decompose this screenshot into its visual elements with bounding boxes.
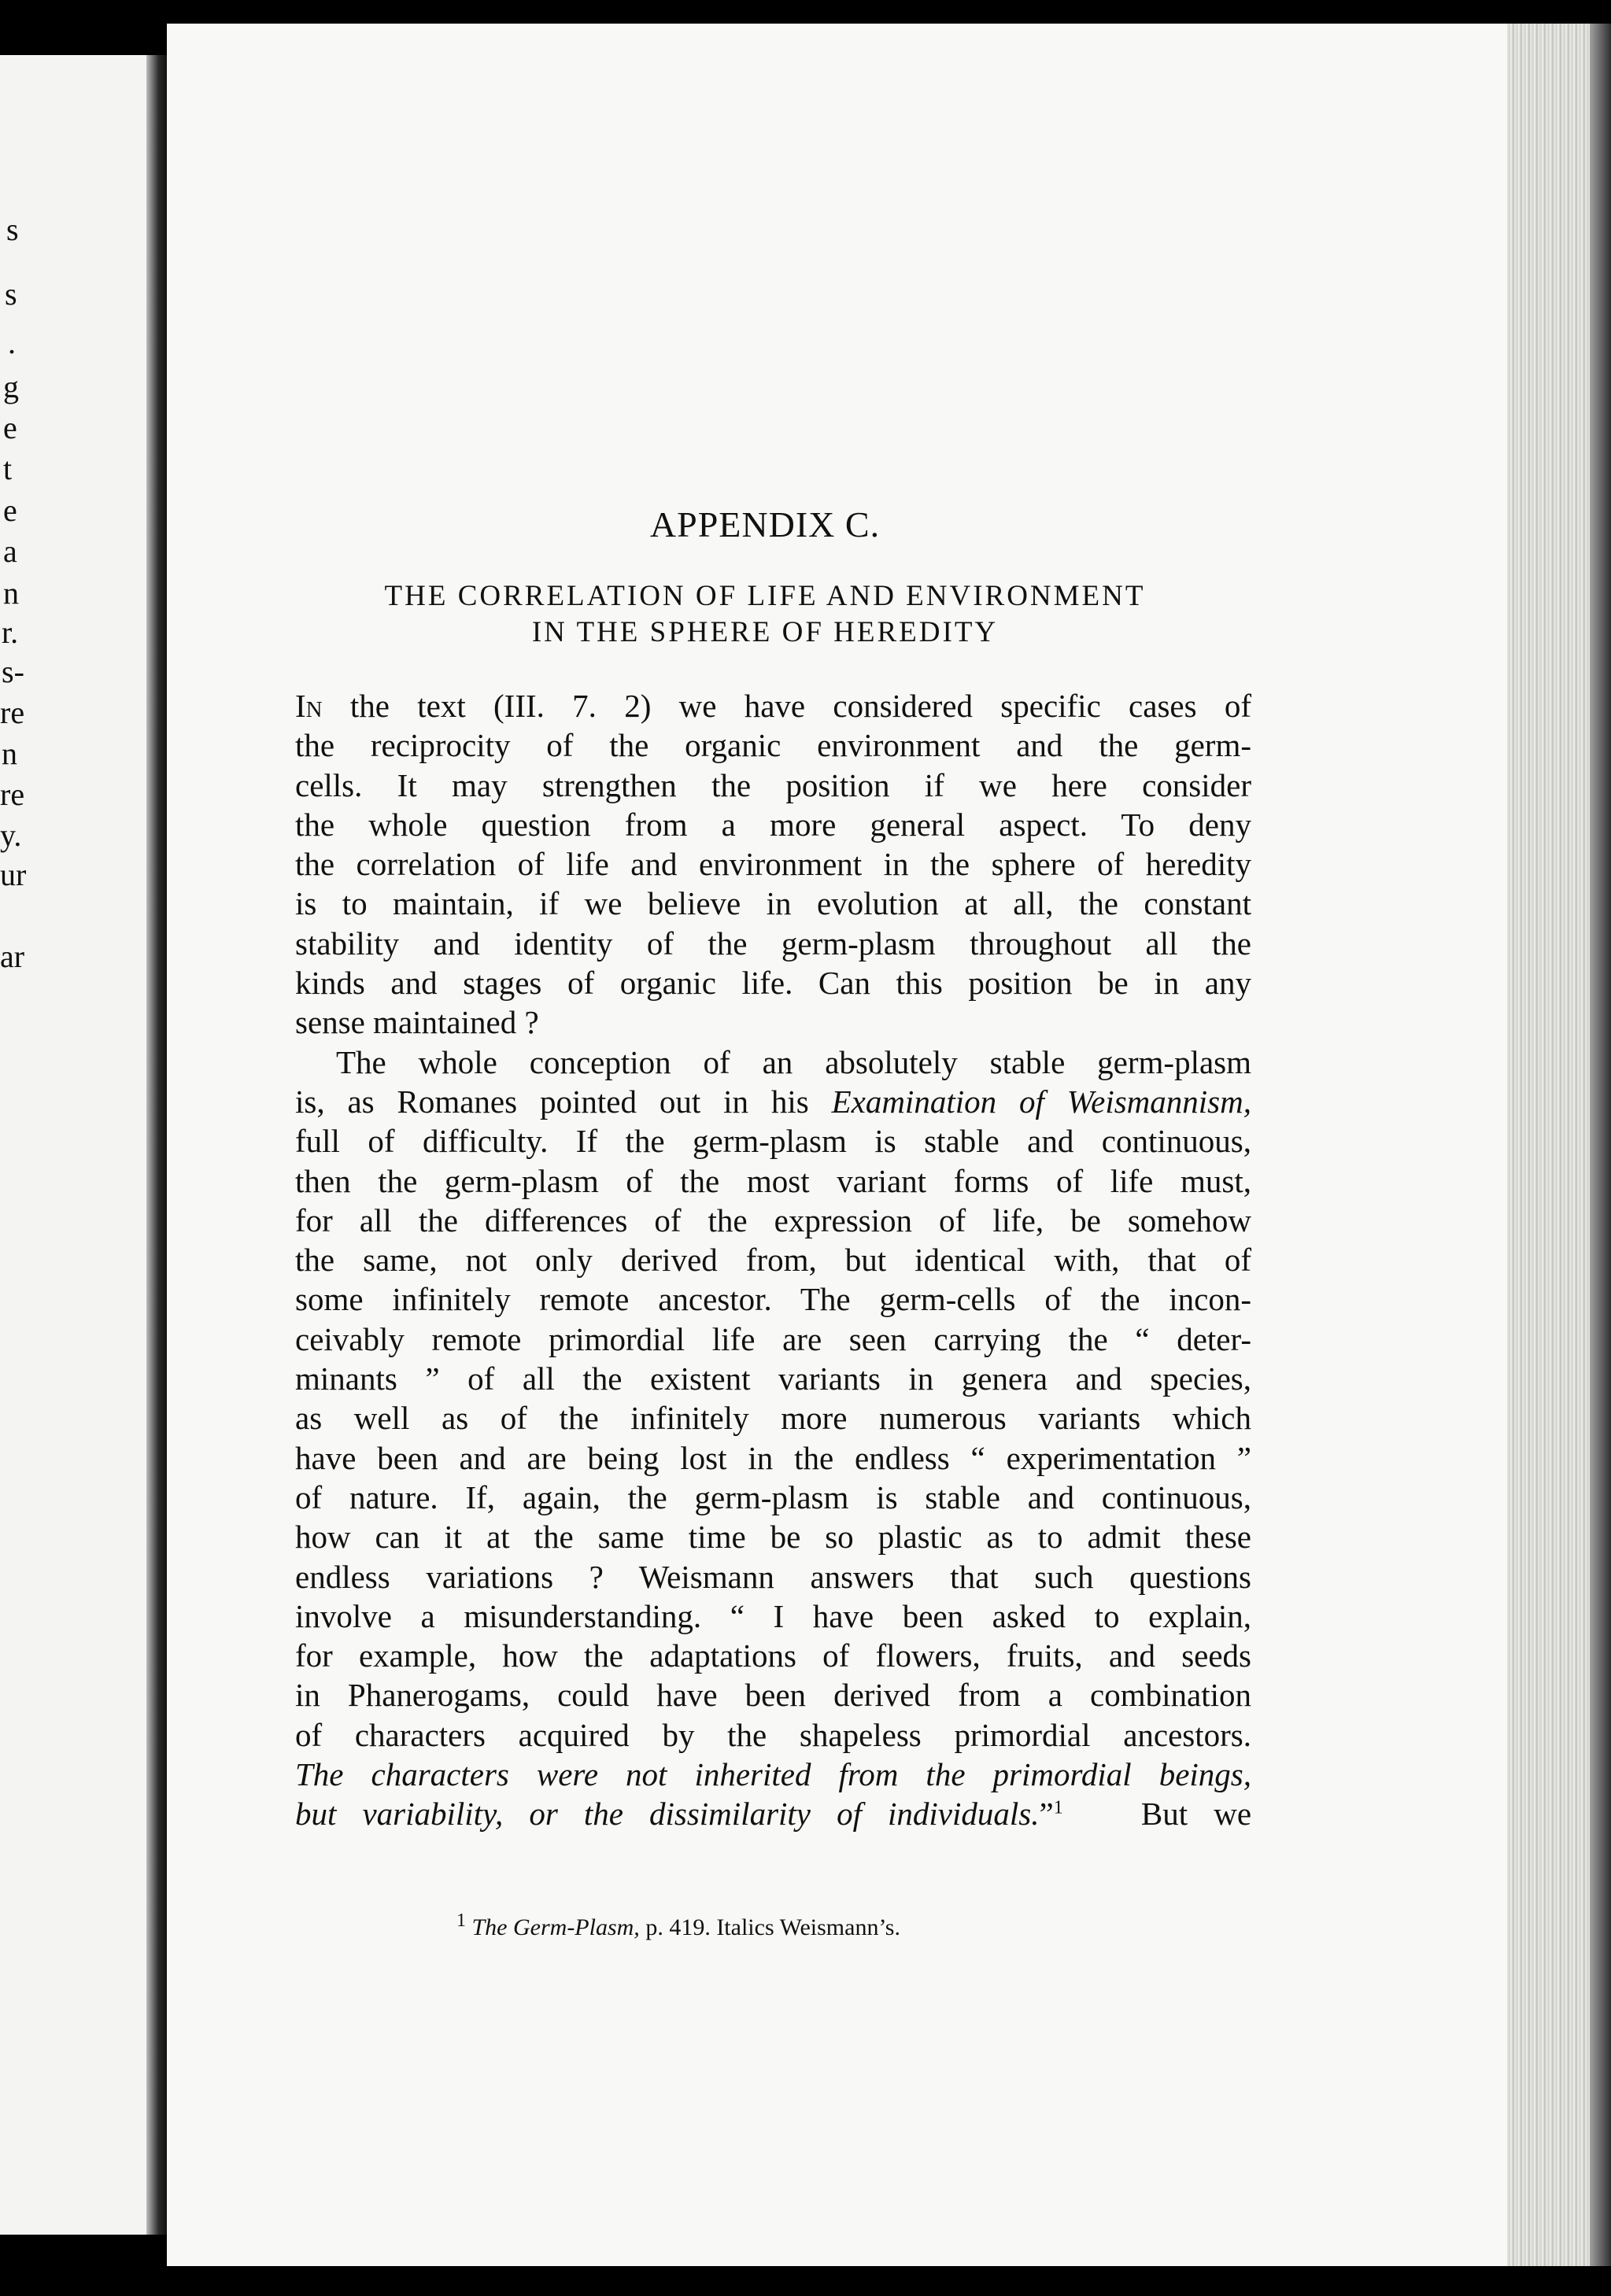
text-line: some infinitely remote ancestor. The germ-cells of the incon- xyxy=(295,1281,1251,1318)
subtitle-line: THE CORRELATION OF LIFE AND ENVIRONMENT xyxy=(384,580,1146,612)
margin-fragment: a xyxy=(3,533,17,569)
subtitle-line: IN THE SPHERE OF HEREDITY xyxy=(531,616,999,648)
margin-fragment: t xyxy=(3,451,13,486)
margin-fragment: g xyxy=(3,369,19,404)
footnote-mark: 1 xyxy=(456,1910,466,1931)
margin-fragment: . xyxy=(8,325,16,360)
book-title: Examination of Weismannism, xyxy=(831,1083,1251,1120)
margin-fragment: n xyxy=(2,736,17,771)
page-edges xyxy=(1507,24,1598,2266)
text-line: involve a misunderstanding. “ I have been asked to explain, xyxy=(295,1597,1251,1634)
margin-fragment: s xyxy=(5,276,17,312)
text-line: of nature. If, again, the germ-plasm is stable and continuous, xyxy=(295,1478,1251,1515)
margin-fragment: re xyxy=(0,695,25,730)
text-line: ceivably remote primordial life are seen carrying the “ deter- xyxy=(295,1320,1251,1357)
text-line: the whole question from a more general aspect. To deny xyxy=(295,806,1251,843)
text-line: is to maintain, if we believe in evolution at all, the constant xyxy=(295,885,1251,922)
text-line: The whole conception of an absolutely stable germ-plasm xyxy=(336,1043,1251,1080)
margin-fragment: e xyxy=(3,493,17,528)
footnote-title: The Germ-Plasm, xyxy=(471,1914,640,1940)
text-line: for example, how the adaptations of flowers, fruits, and seeds xyxy=(295,1637,1251,1674)
dropcap-word: In xyxy=(295,688,323,724)
text-line: endless variations ? Weismann answers that such questions xyxy=(295,1558,1251,1595)
text-line: but variability, or the dissimilarity of individuals.”$^1$ But we xyxy=(295,1796,1252,1833)
left-page xyxy=(0,55,157,2235)
italic-quote: The characters were not inherited from the primordial beings, xyxy=(295,1756,1251,1793)
footnote-reference: 1 xyxy=(1053,1797,1063,1818)
text-line: as well as of the infinitely more numerous variants which xyxy=(295,1400,1251,1437)
text-line: cells. It may strengthen the position if we here consider xyxy=(295,766,1251,803)
margin-fragment: r. xyxy=(2,615,19,650)
margin-fragment: s- xyxy=(2,654,24,689)
text-line xyxy=(295,1755,1251,1794)
chapter-subtitle xyxy=(167,578,1363,651)
text-line: minants ” of all the existent variants in genera and species, xyxy=(295,1360,1251,1397)
margin-fragment: re xyxy=(0,777,25,812)
footnote xyxy=(456,1910,1165,1941)
text-line: the reciprocity of the organic environment and the germ- xyxy=(295,727,1251,764)
margin-fragment: ar xyxy=(0,939,25,974)
text-line: in Phanerogams, could have been derived from a combination xyxy=(295,1677,1251,1714)
margin-fragment: e xyxy=(3,410,17,445)
text-line: the correlation of life and environment in the sphere of heredity xyxy=(295,846,1251,883)
text-line: how can it at the same time be so plastic as to admit these xyxy=(295,1519,1251,1556)
text-line: have been and are being lost in the endless “ experimentation ” xyxy=(295,1439,1251,1476)
text-line: then the germ-plasm of the most variant forms of life must, xyxy=(295,1162,1251,1199)
appendix-heading: APPENDIX C. xyxy=(649,504,881,544)
margin-fragment: s xyxy=(6,212,19,247)
margin-fragment: ur xyxy=(0,857,27,892)
footnote-text: p. 419. Italics Weismann’s. xyxy=(639,1914,900,1940)
book-gutter xyxy=(146,55,167,2235)
margin-fragment: n xyxy=(3,575,19,611)
text-line: of characters acquired by the shapeless primordial ancestors. xyxy=(295,1716,1251,1753)
text-line: is, as Romanes pointed out in his Examination of Weismannism, xyxy=(295,1083,1251,1120)
text-line: sense maintained ? xyxy=(295,1004,539,1041)
margin-fragment: y. xyxy=(0,818,22,853)
text-line: stability and identity of the germ-plasm throughout all the xyxy=(295,925,1251,962)
text-line: full of difficulty. If the germ-plasm is stable and continuous, xyxy=(295,1123,1251,1160)
text-line: the same, not only derived from, but identical with, that of xyxy=(295,1242,1251,1279)
text-line: In the text (III. 7. 2) we have considered specific cases of xyxy=(295,688,1251,724)
text-line: for all the differences of the expression of life, be somehow xyxy=(295,1202,1251,1238)
body-text xyxy=(295,686,1251,1834)
book-edge-shadow xyxy=(1590,24,1611,2266)
text-line: kinds and stages of organic life. Can this position be in any xyxy=(295,965,1251,1002)
italic-quote: but variability, or the dissimilarity of individuals. xyxy=(295,1796,1040,1833)
